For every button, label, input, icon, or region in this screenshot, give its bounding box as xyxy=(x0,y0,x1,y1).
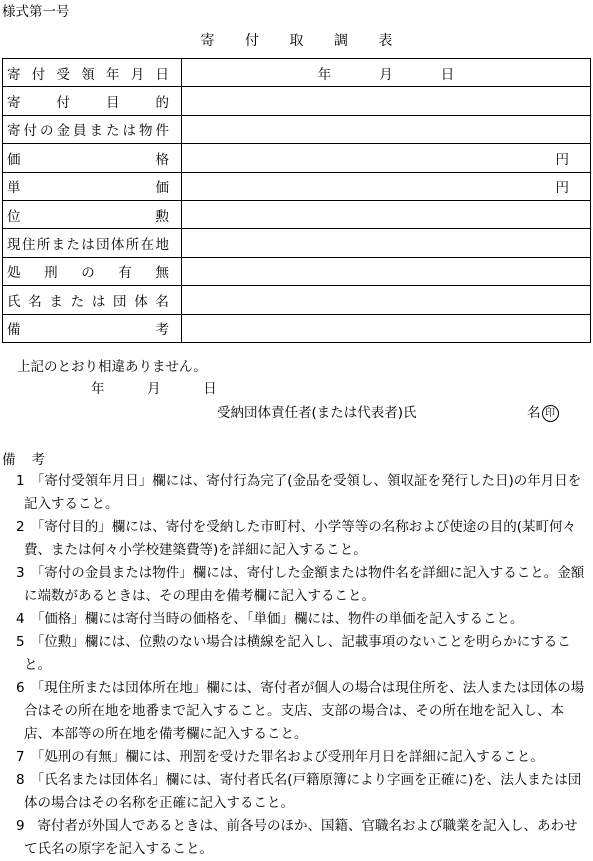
form-title xyxy=(0,30,593,50)
label-char: 処 xyxy=(7,265,21,282)
label-char: た xyxy=(70,293,85,310)
label-char: の xyxy=(40,123,54,140)
label-char: 格 xyxy=(155,151,169,168)
row-label-text xyxy=(7,261,169,281)
label-char: 団 xyxy=(113,293,127,310)
row-label xyxy=(3,59,182,87)
row-value-field[interactable] xyxy=(182,59,591,87)
remark-note xyxy=(0,746,593,769)
signature-date xyxy=(91,377,217,397)
label-char: 名 xyxy=(28,293,42,310)
label-char: 付 xyxy=(31,66,46,83)
note-text: 「価格」欄には寄付当時の価格を、「単価」欄には、物件の単価を記入すること。 xyxy=(24,611,524,627)
table-row xyxy=(3,286,591,314)
note-text: 「寄付の金員または物件」欄には、寄付した金額または物件名を詳細に記入すること。金額に端数があるときは、その理由を備考欄に記入すること。 xyxy=(24,565,585,604)
label-char: は xyxy=(91,293,106,310)
label-char: 刑 xyxy=(44,265,58,282)
note-number: 3 xyxy=(16,565,25,581)
table-row xyxy=(3,87,591,115)
date-month-label: 月 xyxy=(147,381,161,397)
label-char: は xyxy=(122,123,136,140)
remark-note xyxy=(0,631,593,677)
label-char: 物 xyxy=(139,123,153,140)
label-char: 勲 xyxy=(155,208,169,225)
row-label xyxy=(3,115,182,143)
remark-note xyxy=(0,769,593,815)
note-text: 「寄付目的」欄には、寄付を受納した市町村、小学等等の名称および使途の目的(某町何々費、または何々小学校建築費等)を詳細に記入すること。 xyxy=(24,519,577,558)
note-text: 寄付者が外国人であるときは、前各号のほか、国籍、官職名および職業を記入し、あわせて氏名の原字を記入すること。 xyxy=(24,818,578,857)
row-label-text xyxy=(7,176,169,196)
row-value-field[interactable] xyxy=(182,229,591,257)
label-char: 付 xyxy=(23,123,37,140)
remark-note xyxy=(0,608,593,631)
table-row xyxy=(3,59,591,87)
note-text: 「寄付受領年月日」欄には、寄付行為完了(金品を受領し、領収証を発行した日)の年月日を記入すること。 xyxy=(24,473,582,512)
label-char: 目 xyxy=(106,95,120,112)
remarks-heading xyxy=(2,448,45,468)
label-char: 有 xyxy=(118,265,132,282)
row-value-field[interactable] xyxy=(182,286,591,314)
row-label xyxy=(3,87,182,115)
label-char: 日 xyxy=(155,66,169,83)
row-label xyxy=(3,172,182,200)
label-char: 体 xyxy=(134,293,148,310)
table-row xyxy=(3,115,591,143)
label-char: 考 xyxy=(155,322,169,339)
remarks-notes xyxy=(0,470,593,861)
date-part-label: 年 xyxy=(317,66,332,83)
label-char: 寄 xyxy=(7,95,21,112)
date-day-label: 日 xyxy=(203,381,217,397)
row-label-text xyxy=(7,119,169,139)
row-label xyxy=(3,229,182,257)
label-char: 団 xyxy=(96,237,110,254)
table-row xyxy=(3,200,591,228)
label-char: の xyxy=(81,265,95,282)
label-char: た xyxy=(106,123,120,140)
row-label xyxy=(3,200,182,228)
note-text: 「位勲」欄には、位勲のない場合は横線を記入し、記載事項のないことを明らかにすること。 xyxy=(24,634,571,673)
label-char: 員 xyxy=(73,123,87,140)
date-part-label: 日 xyxy=(440,66,455,83)
label-char: ま xyxy=(49,293,63,310)
label-char: 現 xyxy=(7,237,21,254)
note-number: 5 xyxy=(16,634,25,650)
row-value-field[interactable] xyxy=(182,87,591,115)
label-char: 付 xyxy=(56,95,70,112)
note-text: 「氏名または団体名」欄には、寄付者氏名(戸籍原簿により字画を正確に)を、法人または団体の場合はその名称を正確に記入すること。 xyxy=(24,772,582,811)
row-value-field[interactable] xyxy=(182,257,591,285)
row-label-text xyxy=(7,318,169,338)
note-number: 6 xyxy=(16,680,25,696)
note-number: 8 xyxy=(16,772,25,788)
row-value-field[interactable] xyxy=(182,144,591,172)
yen-unit: 円 xyxy=(555,151,569,168)
seal-field xyxy=(527,401,559,422)
title-char: 調 xyxy=(333,33,348,49)
note-number: 7 xyxy=(16,749,25,765)
row-label xyxy=(3,286,182,314)
label-char: 体 xyxy=(110,237,125,254)
form-number: 様式第一号 xyxy=(2,4,70,20)
note-number: 4 xyxy=(16,611,25,627)
label-char: 価 xyxy=(7,151,21,168)
title-char: 付 xyxy=(245,33,260,49)
label-char: は xyxy=(81,237,95,254)
label-char: 所 xyxy=(36,237,51,254)
remark-note xyxy=(0,516,593,562)
yen-unit: 円 xyxy=(555,180,569,197)
label-char: 在 xyxy=(140,237,155,254)
remark-note xyxy=(0,562,593,608)
label-char: 単 xyxy=(7,180,21,197)
label-char: 領 xyxy=(81,66,95,83)
remark-note xyxy=(0,815,593,861)
label-char: 住 xyxy=(21,237,36,254)
row-label xyxy=(3,257,182,285)
label-char: 月 xyxy=(130,66,145,83)
label-char: た xyxy=(66,237,80,254)
remarks-heading-char: 考 xyxy=(31,452,45,468)
label-char: 的 xyxy=(155,95,169,112)
table-row xyxy=(3,172,591,200)
seal-name-label: 名 xyxy=(527,405,541,421)
remark-note xyxy=(0,470,593,516)
row-label-text xyxy=(7,205,169,225)
label-char: ま xyxy=(51,237,66,254)
title-char: 表 xyxy=(378,33,393,49)
label-char: 無 xyxy=(155,265,169,282)
note-number: 9 xyxy=(16,818,25,834)
title-char: 取 xyxy=(289,33,304,49)
label-char: 地 xyxy=(155,237,169,254)
row-value-field[interactable] xyxy=(182,115,591,143)
note-text: 「処刑の有無」欄には、刑罰を受けた罪名および受刑年月日を詳細に記入すること。 xyxy=(24,749,544,765)
label-char: 位 xyxy=(7,208,21,225)
remark-note xyxy=(0,677,593,746)
label-char: 所 xyxy=(125,237,140,254)
label-char: 件 xyxy=(155,123,169,140)
date-year-label: 年 xyxy=(91,381,105,397)
table-row xyxy=(3,144,591,172)
row-value-field[interactable] xyxy=(182,172,591,200)
label-char: 備 xyxy=(7,322,21,339)
table-row xyxy=(3,229,591,257)
row-label xyxy=(3,314,182,342)
date-part-label: 月 xyxy=(379,66,393,83)
row-label-text xyxy=(7,233,169,253)
row-value-field[interactable] xyxy=(182,314,591,342)
note-text: 「現住所または団体所在地」欄には、寄付者が個人の場合は現住所を、法人または団体の場合はその所在地を地番まで記入すること。支店、支部の場合は、その所在地を記入し、本店、本部等の所在地を備考欄に記入すること。 xyxy=(24,680,585,742)
label-char: 金 xyxy=(56,123,70,140)
label-char: 受 xyxy=(56,66,70,83)
row-label-text xyxy=(7,91,169,111)
note-number: 1 xyxy=(16,473,25,489)
label-char: 寄 xyxy=(7,66,21,83)
seal-mark-icon: 印 xyxy=(542,405,559,422)
table-row xyxy=(3,257,591,285)
row-label-text xyxy=(7,63,169,83)
row-label-text xyxy=(7,290,169,310)
label-char: 年 xyxy=(106,66,120,83)
confirmation-text: 上記のとおり相違ありません。 xyxy=(17,359,207,375)
signer-label: 受納団体責任者(または代表者)氏 xyxy=(217,405,417,421)
row-label-text xyxy=(7,148,169,168)
donation-table xyxy=(2,58,591,343)
table-row xyxy=(3,314,591,342)
remarks-heading-char: 備 xyxy=(2,452,16,468)
label-char: ま xyxy=(89,123,103,140)
label-char: 寄 xyxy=(7,123,21,140)
label-char: 名 xyxy=(155,293,169,310)
date-parts xyxy=(182,63,590,83)
title-char: 寄 xyxy=(200,33,215,49)
note-number: 2 xyxy=(16,519,25,535)
row-value-field[interactable] xyxy=(182,200,591,228)
label-char: 氏 xyxy=(7,293,21,310)
label-char: 価 xyxy=(155,180,169,197)
row-label xyxy=(3,144,182,172)
